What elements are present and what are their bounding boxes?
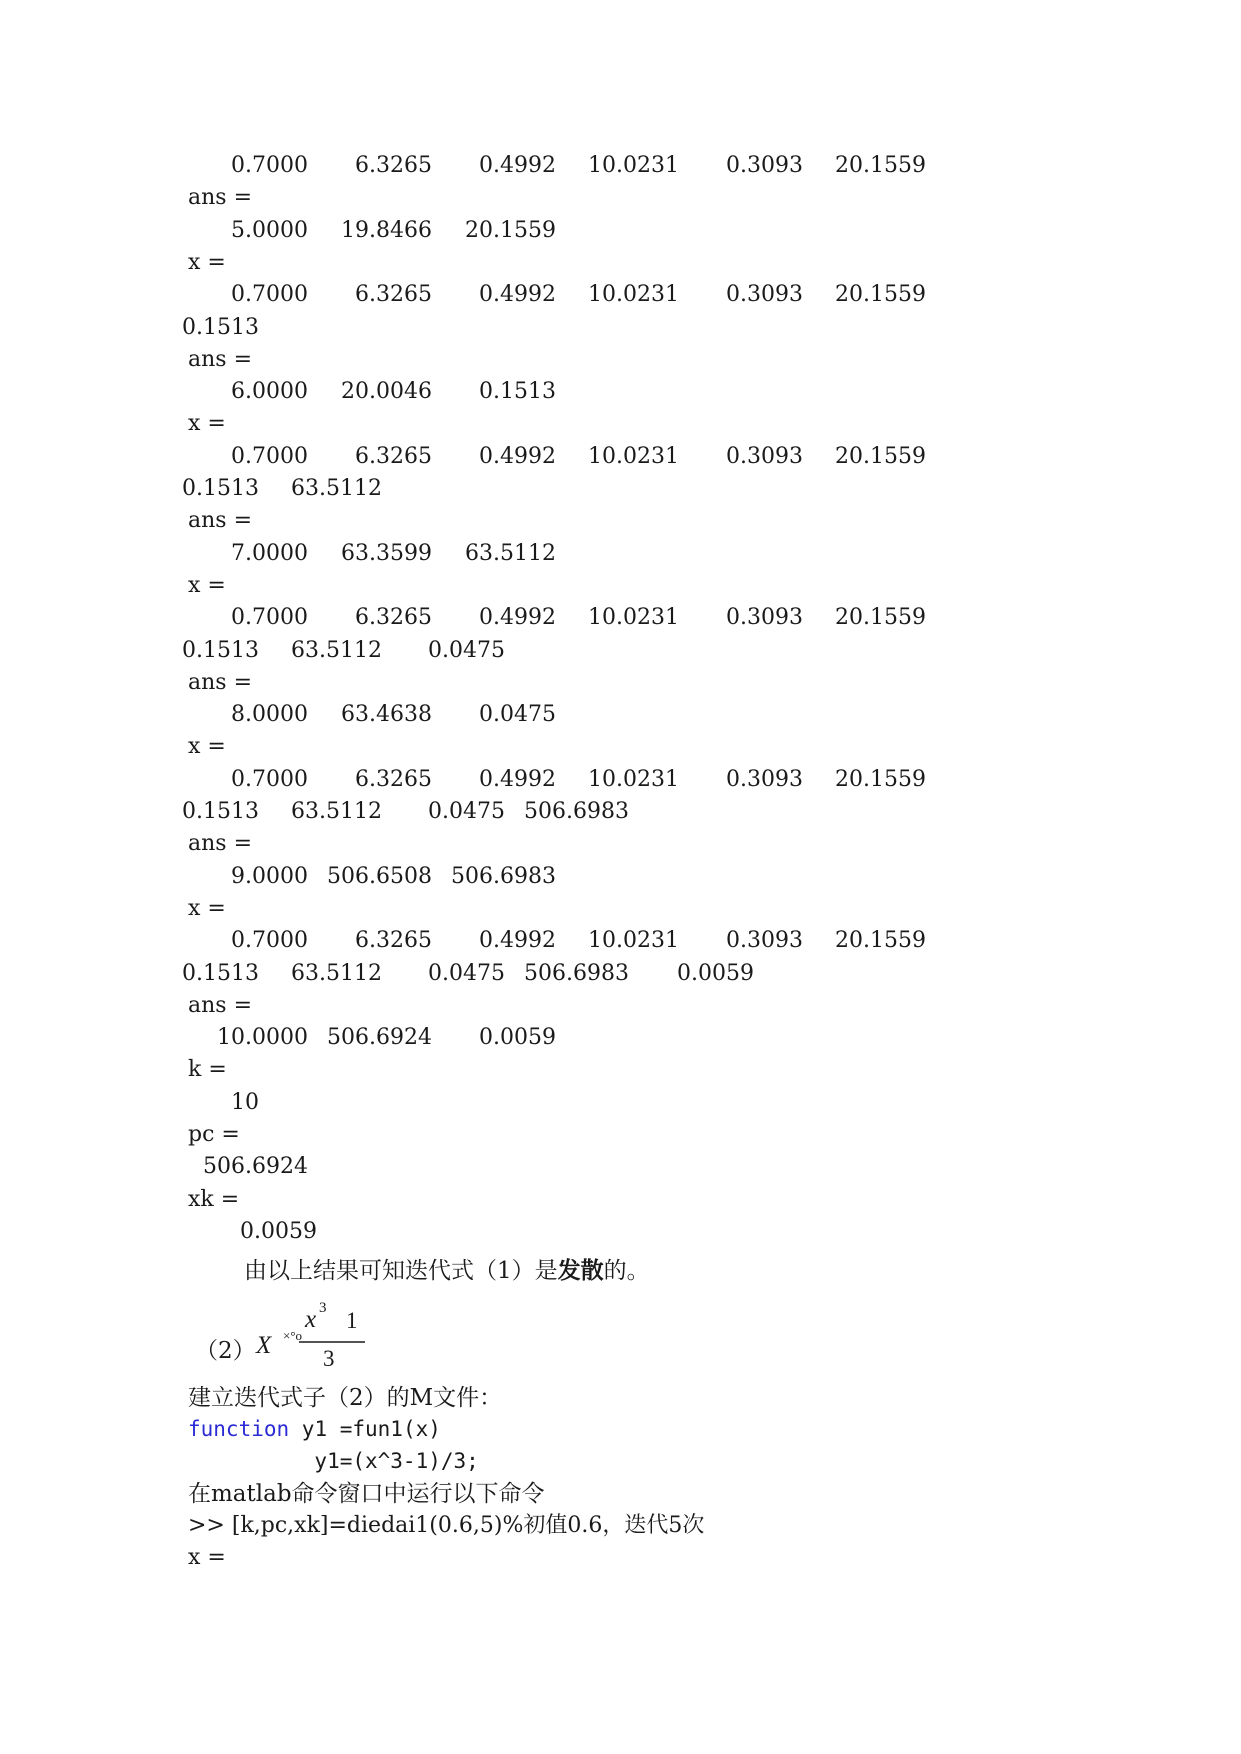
output-label: x =	[188, 572, 226, 598]
output-value: 0.4992	[479, 153, 556, 178]
output-value: 20.1559	[835, 766, 926, 792]
conclusion-prefix: 由以上结果可知迭代式（1）是	[244, 1258, 558, 1284]
output-value: 63.5112	[291, 476, 382, 501]
output-value: 0.7000	[231, 766, 308, 792]
section-heading: 建立迭代式子（2）的M文件：	[188, 1385, 503, 1411]
output-label: ans =	[188, 346, 253, 372]
output-value: 0.0475	[428, 637, 505, 663]
output-value: 6.3265	[355, 153, 432, 178]
output-value: 0.7000	[231, 282, 308, 308]
instruction-text: 在matlab命令窗口中运行以下命令	[188, 1481, 545, 1507]
output-value: 0.1513	[182, 476, 259, 501]
output-value: 0.0475	[428, 799, 505, 824]
command-call: [k,pc,xk]=diedai1(0.6,5)	[231, 1513, 503, 1538]
command-comment: %初值0.6，迭代5次	[502, 1513, 705, 1538]
output-value: 0.1513	[182, 799, 259, 824]
output-value: 0.7000	[231, 605, 308, 631]
output-value: 10.0231	[588, 153, 679, 178]
output-value: 506.6983	[451, 863, 556, 889]
output-value: 0.4992	[479, 928, 556, 954]
output-value: 6.3265	[355, 443, 432, 469]
output-value: 6.3265	[355, 766, 432, 792]
formula-numerator-x: x	[305, 1306, 317, 1333]
output-label: ans =	[188, 669, 253, 695]
output-value: 20.1559	[465, 217, 556, 243]
output-value: 0.0059	[677, 960, 754, 986]
output-value: 0.4992	[479, 605, 556, 631]
output-label: ans =	[188, 185, 253, 211]
conclusion-emphasis: 发散	[557, 1257, 604, 1284]
output-value: 0.3093	[726, 153, 803, 178]
output-value: 10.0000	[217, 1025, 308, 1051]
output-value: 0.7000	[231, 928, 308, 954]
command-prompt: >>	[188, 1513, 232, 1538]
formula-label: （2）	[195, 1338, 256, 1364]
output-value: 63.5112	[291, 637, 382, 663]
output-value: 6.3265	[355, 605, 432, 631]
output-value: 0.0475	[428, 960, 505, 986]
output-value: 8.0000	[231, 702, 308, 728]
output-label: x =	[188, 895, 226, 921]
output-value: 0.4992	[479, 282, 556, 308]
output-value: 20.1559	[835, 928, 926, 954]
output-value: 63.5112	[291, 960, 382, 986]
output-value: 9.0000	[231, 863, 308, 889]
output-label: ans =	[188, 831, 253, 857]
output-value: 506.6924	[327, 1025, 432, 1051]
output-value: 0.7000	[231, 153, 308, 178]
output-value: 10.0231	[588, 443, 679, 469]
output-value: 10.0231	[588, 766, 679, 792]
formula-variable: X	[256, 1332, 272, 1359]
output-label: x =	[188, 1545, 226, 1570]
output-value: 20.1559	[835, 282, 926, 308]
iteration-formula	[195, 1302, 395, 1382]
output-value: 19.8466	[341, 217, 432, 243]
output-value: 0.0475	[479, 702, 556, 728]
output-value: 20.1559	[835, 153, 926, 178]
output-value: 20.0046	[341, 379, 432, 405]
output-value: 6.0000	[231, 379, 308, 405]
output-value: 6.3265	[355, 928, 432, 954]
output-value: 0.0059	[479, 1025, 556, 1051]
output-value: 63.5112	[465, 540, 556, 566]
output-value: 0.3093	[726, 443, 803, 469]
code-function-line	[188, 1413, 441, 1445]
output-label: pc =	[188, 1122, 240, 1147]
output-value: 0.3093	[726, 928, 803, 954]
output-label: ans =	[188, 992, 253, 1018]
output-label: xk =	[188, 1186, 240, 1212]
output-value: 5.0000	[231, 217, 308, 243]
output-value: 7.0000	[231, 540, 308, 566]
command-line	[188, 1510, 704, 1542]
output-value: 0.1513	[479, 379, 556, 405]
output-value: 10.0231	[588, 282, 679, 308]
output-value: 10	[231, 1089, 259, 1115]
code-signature: y1 =fun1(x)	[289, 1417, 441, 1441]
output-value: 63.5112	[291, 799, 382, 824]
output-value: 6.3265	[355, 282, 432, 308]
output-value: 0.3093	[726, 282, 803, 308]
output-value: 20.1559	[835, 443, 926, 469]
output-label: x =	[188, 249, 226, 275]
output-value: 0.1513	[182, 637, 259, 663]
output-label: k =	[188, 1057, 227, 1083]
output-value: 506.6983	[524, 960, 629, 986]
conclusion-text	[244, 1255, 650, 1287]
output-value: 506.6508	[327, 863, 432, 889]
formula-symbol: ×°o	[283, 1328, 303, 1343]
output-label: x =	[188, 734, 226, 760]
output-value: 0.3093	[726, 605, 803, 631]
formula-denominator: 3	[323, 1346, 335, 1371]
output-value: 10.0231	[588, 605, 679, 631]
formula-numerator-constant: 1	[346, 1308, 358, 1333]
output-value: 0.3093	[726, 766, 803, 792]
output-value: 506.6924	[203, 1154, 308, 1180]
formula-numerator-exponent: 3	[319, 1300, 327, 1316]
output-value: 0.7000	[231, 443, 308, 469]
code-keyword: function	[188, 1417, 290, 1441]
conclusion-suffix: 的。	[603, 1258, 650, 1284]
fraction-bar	[299, 1340, 369, 1344]
output-value: 63.3599	[341, 540, 432, 566]
output-value: 63.4638	[341, 702, 432, 728]
output-value: 0.1513	[182, 314, 259, 340]
output-value: 0.4992	[479, 443, 556, 469]
output-value: 0.1513	[182, 960, 259, 986]
code-body-line: y1=(x^3-1)/3;	[188, 1449, 479, 1473]
output-value: 0.4992	[479, 766, 556, 792]
output-value: 20.1559	[835, 605, 926, 631]
output-value: 0.0059	[240, 1218, 317, 1244]
output-label: ans =	[188, 508, 253, 534]
output-label: x =	[188, 411, 226, 437]
output-value: 10.0231	[588, 928, 679, 954]
output-value: 506.6983	[524, 799, 629, 824]
